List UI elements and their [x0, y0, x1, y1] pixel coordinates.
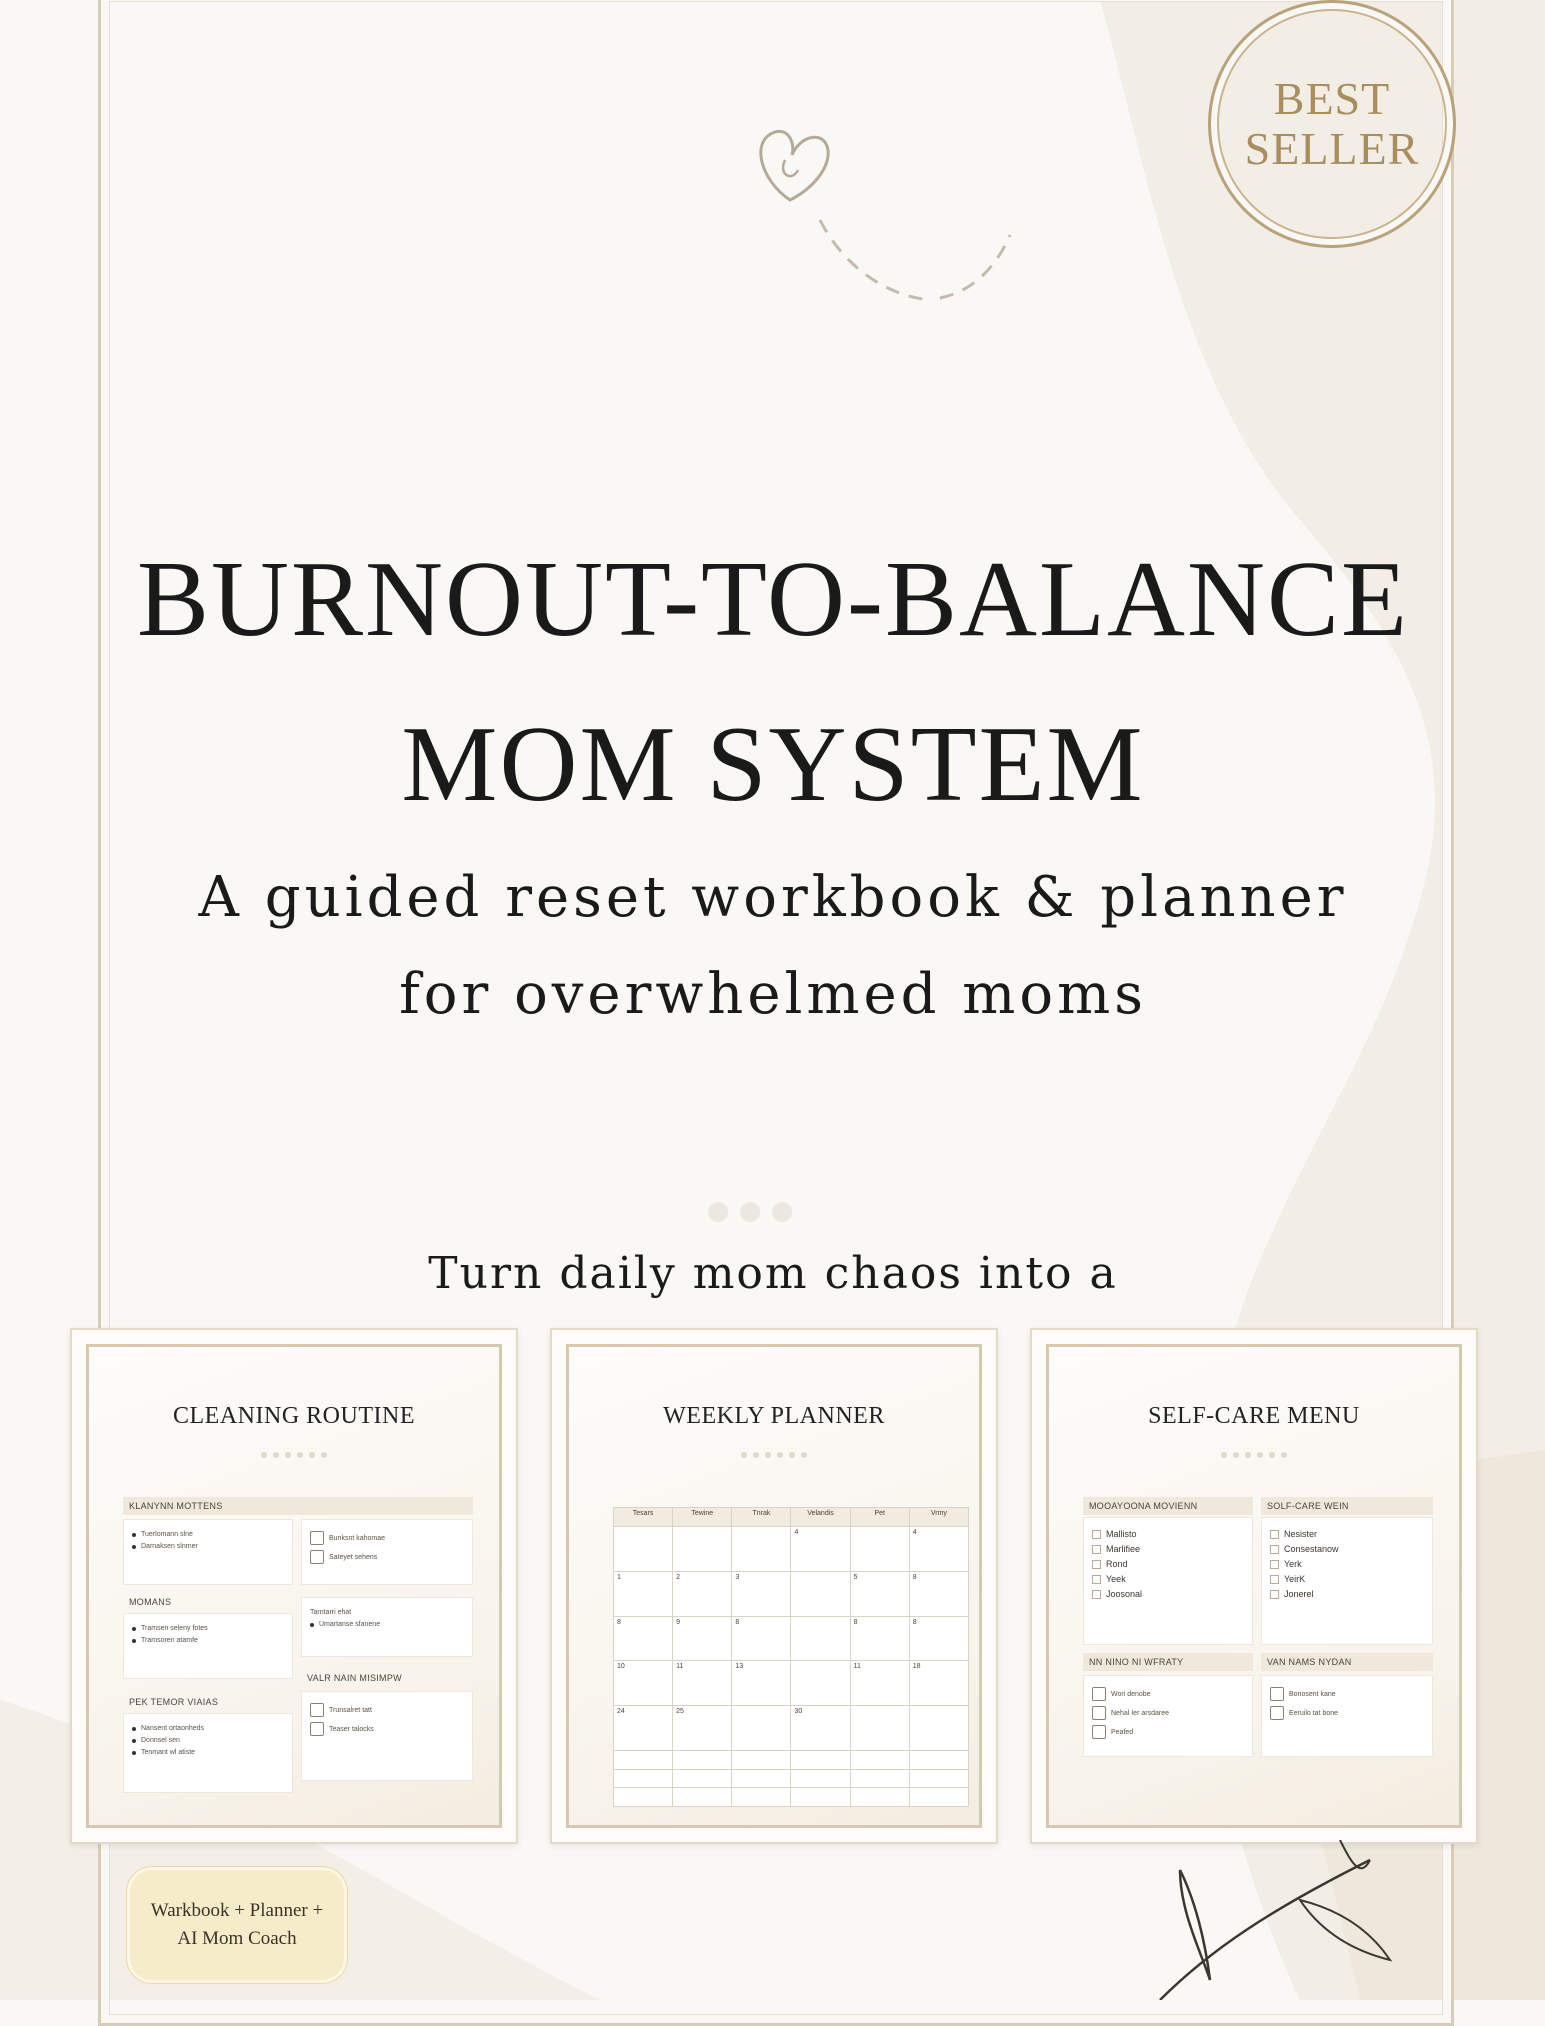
badge-line-1: BEST: [1273, 73, 1391, 124]
calendar-row: [614, 1769, 969, 1788]
card-inner: [86, 1344, 502, 1828]
book-icon: [1092, 1725, 1106, 1739]
card-inner: [566, 1344, 982, 1828]
day-header: Tesars: [614, 1508, 673, 1527]
task-box: Bunksnt kahomae Sateyet sehens: [301, 1519, 473, 1585]
bundle-line-1: Warkbook + Planner +: [150, 1900, 324, 1921]
calendar-cell: 8: [614, 1616, 673, 1661]
dot: [772, 1202, 792, 1222]
calendar-cell: 18: [909, 1661, 968, 1706]
yoga-icon: [1270, 1706, 1284, 1720]
section-header: SOLF-CARE WEIN: [1261, 1497, 1433, 1515]
calendar-row: [614, 1788, 969, 1807]
calendar-row: [614, 1750, 969, 1769]
calendar-cell: [909, 1750, 968, 1769]
card-dots: [741, 1452, 807, 1458]
washer-icon: [310, 1722, 324, 1736]
task-box: Tramsen seleny fotes Tramsoren atamfe: [123, 1613, 293, 1679]
calendar-cell: [850, 1750, 909, 1769]
subtitle-line-2: for overwhelmed moms: [399, 962, 1147, 1027]
tea-icon: [1092, 1687, 1106, 1701]
calendar-cell: 24: [614, 1706, 673, 1751]
calendar-cell: [732, 1750, 791, 1769]
menu-list: Nesister Consestanow Yerk YeirK Jonerel: [1261, 1517, 1433, 1645]
cleaning-routine-preview: [70, 1328, 518, 1844]
card-dots: [1221, 1452, 1287, 1458]
dot: [708, 1202, 728, 1222]
calendar-cell: 8: [909, 1616, 968, 1661]
spray-icon: [310, 1550, 324, 1564]
calendar-cell: 1: [614, 1571, 673, 1616]
section-header: VAN NAMS NYDAN: [1261, 1653, 1433, 1671]
tagline-line-1: Turn daily mom chaos into a: [428, 1248, 1118, 1299]
calendar-cell: [909, 1769, 968, 1788]
calendar-cell: [614, 1750, 673, 1769]
calendar-cell: [673, 1788, 732, 1807]
card-title: SELF-CARE MENU: [1148, 1403, 1360, 1429]
calendar-cell: 13: [732, 1661, 791, 1706]
calendar-cell: [732, 1788, 791, 1807]
calendar-row: [614, 1706, 969, 1751]
card-title: WEEKLY PLANNER: [663, 1403, 885, 1429]
calendar-row: [614, 1616, 969, 1661]
day-header: Tnrak: [732, 1508, 791, 1527]
task-box: Nansent ortaonheds Donnsel sen Tenmant wl atiste: [123, 1713, 293, 1793]
section-header: VALR NAIN MISIMPW: [307, 1673, 402, 1683]
calendar-cell: [732, 1527, 791, 1572]
calendar-cell: 8: [909, 1571, 968, 1616]
calendar-cell: [850, 1769, 909, 1788]
calendar-cell: 11: [850, 1661, 909, 1706]
weekly-calendar: [613, 1507, 969, 1807]
day-header: Velandis: [791, 1508, 850, 1527]
section-header: KLANYNN MOTTENS: [123, 1497, 473, 1515]
badge-line-2: SELLER: [1244, 123, 1420, 174]
calendar-cell: [791, 1769, 850, 1788]
calendar-cell: 9: [673, 1616, 732, 1661]
section-header: NN NINO NI WFRATY: [1083, 1653, 1253, 1671]
calendar-cell: [850, 1527, 909, 1572]
day-header: Tewine: [673, 1508, 732, 1527]
calendar-cell: [614, 1527, 673, 1572]
laundry-icon: [310, 1703, 324, 1717]
leaf-branch-icon: [1150, 1840, 1400, 2000]
calendar-cell: [791, 1661, 850, 1706]
calendar-cell: [791, 1571, 850, 1616]
calendar-cell: [791, 1750, 850, 1769]
menu-list: Wori denobe Nehal Ier arsdaree Peafed: [1083, 1675, 1253, 1757]
dot: [740, 1202, 760, 1222]
menu-list: Bonosent kane Eeruilo tat bone: [1261, 1675, 1433, 1757]
calendar-cell: 10: [614, 1661, 673, 1706]
calendar-row: [614, 1661, 969, 1706]
calendar-cell: 4: [791, 1527, 850, 1572]
calendar-cell: [732, 1769, 791, 1788]
best-seller-badge: [1208, 0, 1456, 248]
card-inner: [1046, 1344, 1462, 1828]
section-header: MOOAYOONA MOVIENN: [1083, 1497, 1253, 1515]
calendar-cell: 30: [791, 1706, 850, 1751]
calendar-cell: [673, 1527, 732, 1572]
task-box: Tuerlomann slne Darnaksen slnmer: [123, 1519, 293, 1585]
title-line-2: MOM SYSTEM: [401, 705, 1145, 824]
walk-icon: [1270, 1687, 1284, 1701]
day-header: Vrmy: [909, 1508, 968, 1527]
bundle-line-2: AI Mom Coach: [177, 1928, 297, 1949]
calendar-row: [614, 1527, 969, 1572]
section-header: PEK TEMOR VIAIAS: [129, 1697, 219, 1707]
bucket-icon: [310, 1531, 324, 1545]
calendar-cell: [673, 1769, 732, 1788]
calendar-cell: [614, 1769, 673, 1788]
calendar-cell: 8: [732, 1616, 791, 1661]
bundle-label: [130, 1870, 344, 1980]
section-header: MOMANS: [129, 1597, 172, 1607]
calendar-row: [614, 1571, 969, 1616]
calendar-cell: 8: [850, 1616, 909, 1661]
calendar-cell: 3: [732, 1571, 791, 1616]
calendar-cell: 25: [673, 1706, 732, 1751]
day-header: Pet: [850, 1508, 909, 1527]
task-box: Tarntarri ehat Umartanse sfanene: [301, 1597, 473, 1657]
calendar-cell: [791, 1616, 850, 1661]
title-line-1: BURNOUT-TO-BALANCE: [136, 540, 1410, 659]
calendar-cell: [850, 1706, 909, 1751]
heart-doodle-icon: [730, 120, 1050, 320]
calendar-cell: 11: [673, 1661, 732, 1706]
menu-list: Mallisto Marlifiee Rond Yeek Joosonal: [1083, 1517, 1253, 1645]
task-box: Trunsalret tatt Teaser talocks: [301, 1691, 473, 1781]
calendar-cell: 2: [673, 1571, 732, 1616]
self-care-menu-preview: [1030, 1328, 1478, 1844]
weekly-planner-preview: [550, 1328, 998, 1844]
bath-icon: [1092, 1706, 1106, 1720]
calendar-cell: 4: [909, 1527, 968, 1572]
calendar-cell: [614, 1788, 673, 1807]
calendar-cell: [909, 1706, 968, 1751]
subtitle-line-1: A guided reset workbook & planner: [198, 865, 1348, 930]
card-dots: [261, 1452, 327, 1458]
calendar-cell: [673, 1750, 732, 1769]
card-title: CLEANING ROUTINE: [173, 1403, 415, 1429]
calendar-cell: [909, 1788, 968, 1807]
calendar-cell: [732, 1706, 791, 1751]
calendar-cell: [791, 1788, 850, 1807]
pagination-dots: [708, 1202, 792, 1222]
calendar-cell: [850, 1788, 909, 1807]
calendar-cell: 5: [850, 1571, 909, 1616]
